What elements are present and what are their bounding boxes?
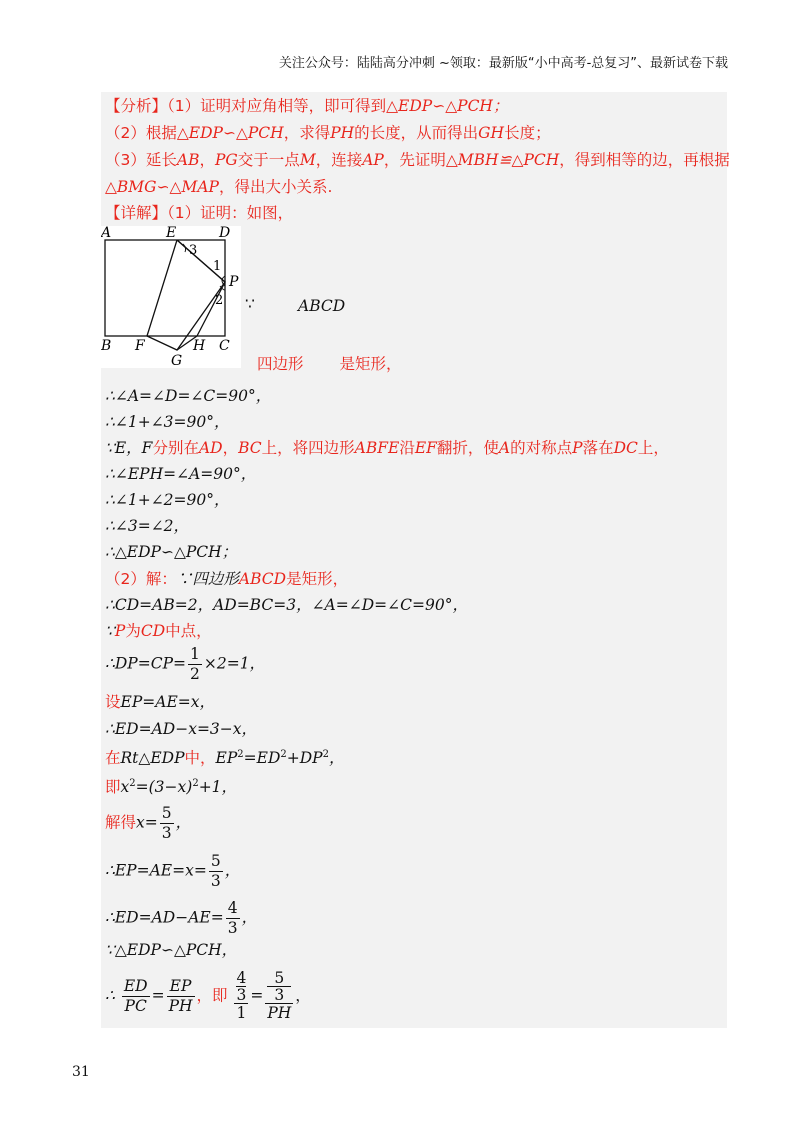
step-2: ∴∠1+∠3=90°， xyxy=(105,413,230,431)
detail-tag: 【详解】 xyxy=(105,204,168,222)
part2-step-4: 设EP=AE=x， xyxy=(105,693,215,711)
page-header: 关注公众号：陆陆高分冲刺 ~领取：最新版“小中高考-总复习”、最新试卷下载 xyxy=(278,56,728,71)
label-B: B xyxy=(101,338,112,354)
analysis-tag: 【分析】 xyxy=(105,97,168,115)
part2-step-8: 解得x= $\frac{5}{3}$ ， xyxy=(105,804,192,842)
because-mark: ∵ xyxy=(245,295,255,313)
part2-step-3: ∴DP=CP= $\frac{1}{2}$ ×2=1， xyxy=(105,645,266,683)
rectangle-fold-diagram xyxy=(101,226,241,368)
complex-fraction-right: 5 3 PH xyxy=(267,969,292,1022)
label-C: C xyxy=(219,338,230,354)
angle-label-2: 2 xyxy=(215,293,224,308)
solution-panel xyxy=(101,92,730,1028)
label-E: E xyxy=(166,226,177,241)
angle-label-3: 3 xyxy=(189,243,198,258)
fraction-five-thirds: $\frac{5}{3}$ xyxy=(210,852,221,890)
analysis-line-1: 【分析】（1）证明对应角相等，即可得到△EDP∽△PCH； xyxy=(105,97,509,115)
part2-step-1: ∴CD=AB=2，AD=BC=3，∠A=∠D=∠C=90°， xyxy=(105,596,468,614)
step-4: ∴∠EPH=∠A=90°， xyxy=(105,465,257,483)
label-P: P xyxy=(229,274,239,290)
fraction-ep-ph: $\frac{EP}{PH}$ xyxy=(168,977,193,1015)
part2-step-5: ∴ED=AD−x=3−x， xyxy=(105,720,258,738)
label-A: A xyxy=(101,226,112,241)
angle-label-1: 1 xyxy=(213,259,222,274)
part2-step-10: ∴ED=AD−AE= $\frac{4}{3}$ ， xyxy=(105,899,258,937)
analysis-line-3: （3）延长AB，PG交于一点M，连接AP，先证明△MBH≌△PCH，得到相等的边，再根据 xyxy=(105,151,730,169)
part2-intro: （2）解：∵四边形ABCD是矩形， xyxy=(105,570,349,588)
complex-fraction-left: 4 3 1 xyxy=(236,969,247,1022)
step-7: ∴△EDP∽△PCH； xyxy=(105,543,238,561)
step-3: ∵E，F分别在AD，BC上，将四边形ABFE沿EF翻折，使A的对称点P落在DC上， xyxy=(105,439,669,457)
detail-line: 【详解】（1）证明：如图， xyxy=(105,204,294,222)
part2-step-7: 即$x^2=(3-x)^2+1$， xyxy=(105,778,238,797)
step-6: ∴∠3=∠2， xyxy=(105,517,190,535)
part2-step-11: ∵△EDP∽△PCH， xyxy=(105,941,238,959)
step-5: ∴∠1+∠2=90°， xyxy=(105,491,230,509)
page-number: 31 xyxy=(72,1064,90,1080)
analysis-line-4: △BMG∽△MAP，得出大小关系. xyxy=(105,178,333,196)
analysis-line-2: （2）根据△EDP∽△PCH，求得PH的长度，从而得出GH长度； xyxy=(105,124,551,142)
part2-step-12: ∴ $\frac{ED}{PC}$ = $\frac{EP}{PH}$ ，即 4 3 1 = 5 3 PH ， xyxy=(105,969,311,1022)
part2-step-9: ∴EP=AE=x= $\frac{5}{3}$ ， xyxy=(105,852,241,890)
part2-step-6: 在Rt△EDP中，$EP^2=ED^2+DP^2$， xyxy=(105,749,345,768)
step-1: ∴∠A=∠D=∠C=90°， xyxy=(105,387,272,405)
label-H: H xyxy=(193,338,206,354)
label-F: F xyxy=(135,338,145,354)
label-D: D xyxy=(219,226,231,241)
fraction-ed-pc: $\frac{ED}{PC}$ xyxy=(123,977,148,1015)
fraction-one-half: $\frac{1}{2}$ xyxy=(189,645,200,683)
abcd-label: ABCD xyxy=(298,297,346,315)
label-G: G xyxy=(171,353,183,368)
is-rect-line: 四边形 是矩形， xyxy=(257,355,402,373)
part2-step-2: ∵P为CD中点， xyxy=(105,622,212,640)
fraction-five-thirds: $\frac{5}{3}$ xyxy=(161,804,172,842)
geometry-figure xyxy=(101,226,241,368)
fraction-four-thirds: $\frac{4}{3}$ xyxy=(227,899,238,937)
